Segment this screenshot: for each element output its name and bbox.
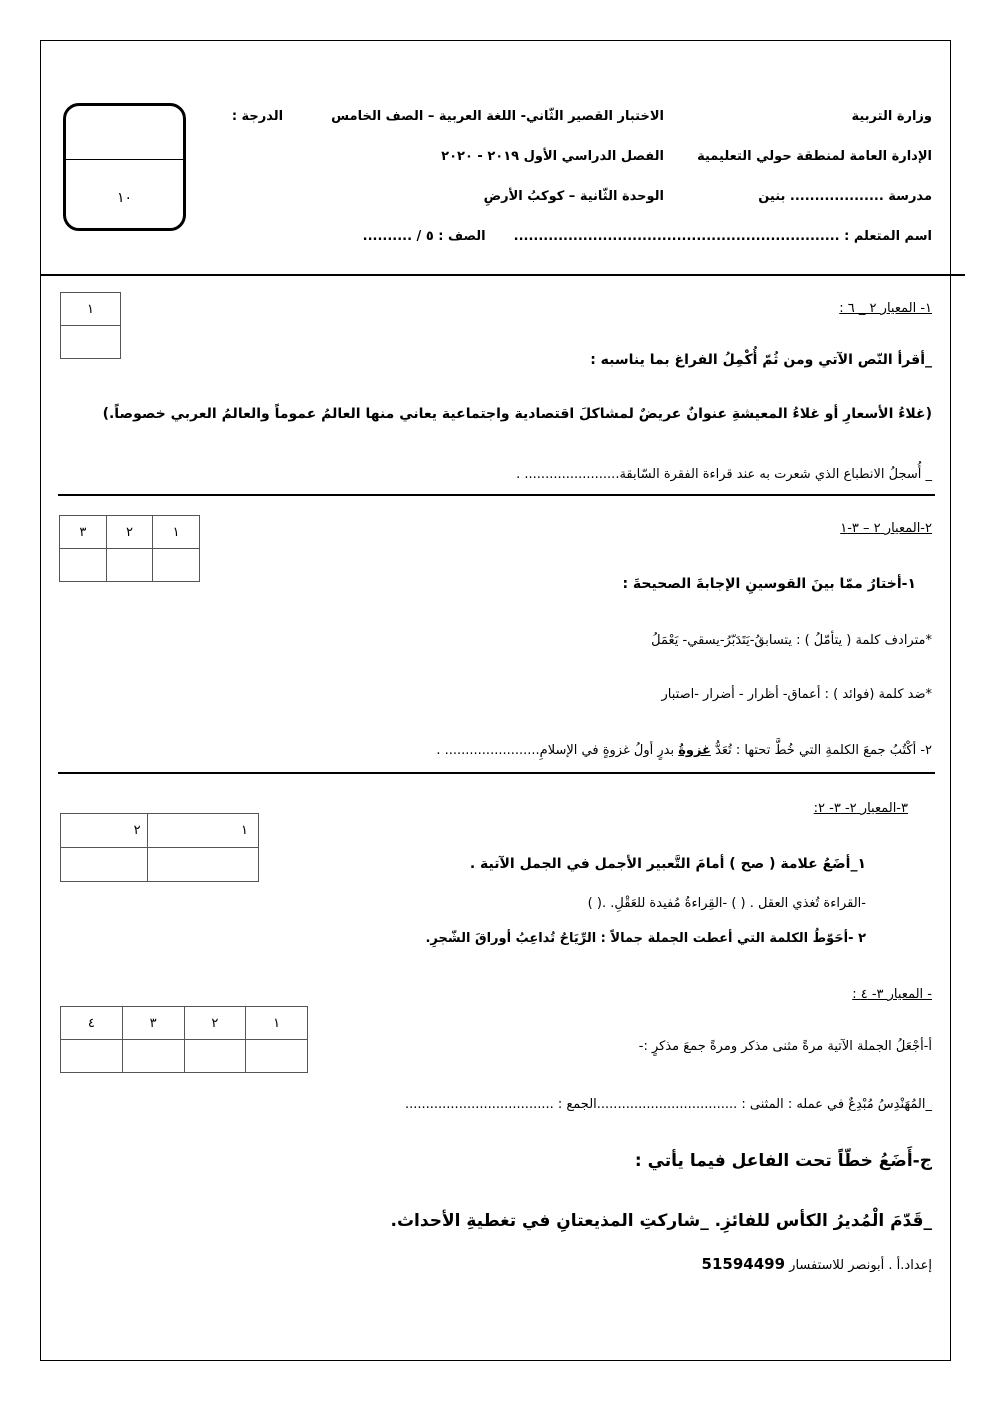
section1-title: ١- المعيار ٢ _ ٦ : <box>839 301 932 316</box>
prepared-by: إعداد.أ . أبونصر للاستفسار <box>789 1258 932 1273</box>
grade-label: الدرجة : <box>231 109 284 124</box>
score-cell-label: ١ <box>153 516 200 549</box>
contact-phone: 51594499 <box>701 1255 786 1273</box>
header-row-4 <box>363 228 932 245</box>
section3-q2: ٢ -أحَوّطُ الكلمة التي أعطت الجملة جمالاً : الرِّيَاحُ تُداعِبُ أوراقَ الشّجرِ. <box>425 931 866 946</box>
section1-question: _ أُسجلُ الانطباع الذي شعرت به عند قراءة الفقرة السّابقة....................... . <box>516 467 932 482</box>
unit-title: الوحدة الثّانية – كوكبُ الأرضِ <box>483 189 664 204</box>
section1-score-table <box>60 292 121 359</box>
divider <box>58 494 935 496</box>
q3-prefix: ٢- أكْتُبُ جمعَ الكلمةِ التي خُطَّ تحتها : تُعَدُّ <box>710 743 932 758</box>
grade-total: ١٠ <box>116 190 133 206</box>
underlined-word: غزوةُ <box>678 743 711 758</box>
footer <box>702 1256 932 1274</box>
ministry: وزارة التربية <box>851 109 932 124</box>
exam-title: الاختبار القصير الثّاني- اللغة العربية – الصف الخامس <box>331 109 664 124</box>
q3-suffix: بدرٍ أولُ غزوةٍ في الإسلامِ....................... . <box>436 743 679 758</box>
header-row-1 <box>232 108 932 125</box>
score-cell-label: ٤ <box>61 1007 123 1040</box>
section4-sentence: _المُهَنْدِسُ مُبْدِعٌ في عمله : المثنى : ..................................الجمع : .................................... <box>404 1097 932 1112</box>
score-cell-label: ٢ <box>106 516 153 549</box>
section3-sentences: -القراءة تُغذي العقل . ( ) -القِراءةُ مُفيدة للعَقْلِ. .( ) <box>587 896 866 911</box>
divider <box>40 274 965 276</box>
class-field: الصف : ٥ / .......... <box>362 229 486 244</box>
section4-title: - المعيار ٣- ٤ : <box>852 987 932 1002</box>
score-cell <box>122 1040 184 1073</box>
plural-question <box>436 742 932 759</box>
directorate: الإدارة العامة لمنطقة حولي التعليمية <box>697 149 932 164</box>
synonym-question: *مترادف كلمة ( يتأمّلُ ) : يتسابقُ-يَتَدَبّرُ-يسقي- يَعْمَلُ <box>651 633 932 648</box>
section3-title: ٣-المعيار ٢- ٣- ٢: <box>813 801 908 816</box>
score-cell <box>60 549 107 582</box>
score-cell <box>61 1040 123 1073</box>
score-cell-label: ٣ <box>60 516 107 549</box>
student-name-field: اسم المتعلم : .................................................................. <box>513 229 932 244</box>
score-cell <box>61 848 148 882</box>
header-row-2 <box>441 148 932 165</box>
score-cell-label: ٢ <box>61 814 148 848</box>
score-cell <box>153 549 200 582</box>
score-cell <box>147 848 258 882</box>
section1-passage: (غلاءُ الأسعارِ أو غلاءُ المعيشةِ عنوانٌ عريضٌ لمشاكلَ اقتصادية واجتماعية يعاني منها العالمُ عموماً والعالمُ العربي خصوصاً.) <box>102 406 932 422</box>
section3-score-table <box>60 813 259 882</box>
section2-score-table <box>59 515 200 582</box>
section4-score-table <box>60 1006 308 1073</box>
divider <box>58 772 935 774</box>
score-cell-label: ٣ <box>122 1007 184 1040</box>
section4-c-sentences: _قَدّمَ الْمُديرُ الكأس للفائزِ. _شاركتِ المذيعتانِ في تغطيةِ الأحداث. <box>390 1211 932 1231</box>
score-cell-label: ١ <box>61 293 121 326</box>
section1-instruction: _أقرأ النّص الآتي ومن ثُمّ أُكْمِلُ الفراغ بما يناسبه : <box>590 352 932 368</box>
score-cell <box>184 1040 246 1073</box>
school: مدرسة ................... بنين <box>758 189 932 204</box>
section4-c-instruction: ج-أَضَعُ خطّاً تحت الفاعل فيما يأتي : <box>634 1151 932 1171</box>
score-cell <box>61 326 121 359</box>
score-cell <box>106 549 153 582</box>
section4-instruction: أ-أجْعَلُ الجملة الآتية مرةً مثنى مذكر ومرةً جمعَ مذكرٍ :- <box>638 1039 932 1054</box>
grade-box <box>63 103 186 231</box>
section2-title: ٢-المعيار ٢ – ٣-١ <box>840 521 932 536</box>
score-cell-label: ٢ <box>184 1007 246 1040</box>
score-cell-label: ١ <box>246 1007 308 1040</box>
score-cell <box>246 1040 308 1073</box>
semester: الفصل الدراسي الأول ٢٠١٩ - ٢٠٢٠ <box>441 149 664 164</box>
score-cell-label: ١ <box>147 814 258 848</box>
section3-instruction: ١_أضَعُ علامة ( صح ) أمامَ التَّعبير الأجمل في الجمل الآتية . <box>469 856 866 872</box>
header-row-3 <box>484 188 932 205</box>
section2-instruction: ١-أختارُ ممّا بينَ القوسينِ الإجابةَ الصحيحةَ : <box>622 576 916 592</box>
antonym-question: *ضد كلمة (فوائد ) : أعماق- أظرار - أضرار -اصتبار <box>661 687 932 702</box>
